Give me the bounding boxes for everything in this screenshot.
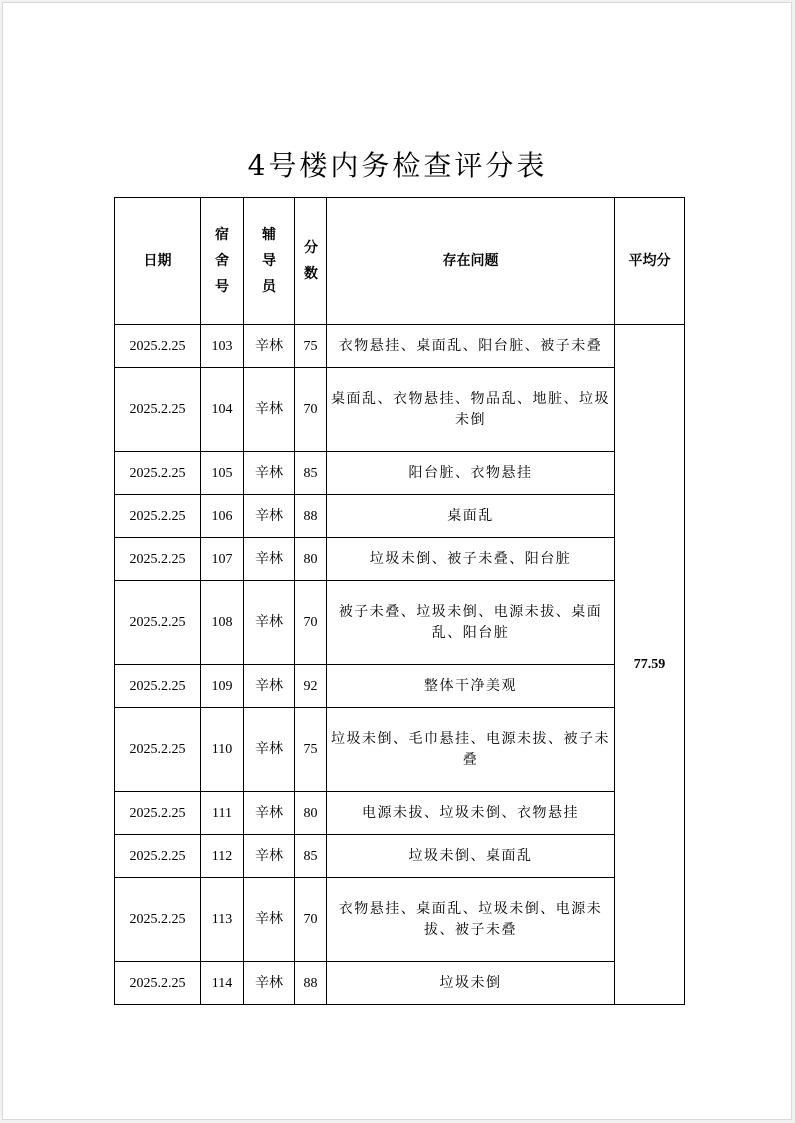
score-cell: 88 <box>295 962 327 1005</box>
date-cell: 2025.2.25 <box>115 538 201 581</box>
table-row <box>115 835 685 878</box>
room-cell: 114 <box>201 962 244 1005</box>
room-cell: 110 <box>201 708 244 792</box>
date-cell: 2025.2.25 <box>115 368 201 452</box>
counselor-cell: 辛林 <box>244 665 295 708</box>
issues-cell: 整体干净美观 <box>327 665 615 708</box>
table-row <box>115 962 685 1005</box>
counselor-cell: 辛林 <box>244 452 295 495</box>
issues-cell: 垃圾未倒、被子未叠、阳台脏 <box>327 538 615 581</box>
table-row <box>115 325 685 368</box>
counselor-cell: 辛林 <box>244 495 295 538</box>
table-row <box>115 581 685 665</box>
header-date: 日期 <box>115 198 201 325</box>
score-cell: 80 <box>295 538 327 581</box>
table-row <box>115 708 685 792</box>
header-issues: 存在问题 <box>327 198 615 325</box>
counselor-cell: 辛林 <box>244 835 295 878</box>
table-row <box>115 495 685 538</box>
score-cell: 80 <box>295 792 327 835</box>
table-row <box>115 665 685 708</box>
date-cell: 2025.2.25 <box>115 665 201 708</box>
table-header-row <box>115 198 685 325</box>
issues-cell: 垃圾未倒、桌面乱 <box>327 835 615 878</box>
score-cell: 75 <box>295 708 327 792</box>
average-score-cell: 77.59 <box>615 325 685 1005</box>
room-cell: 104 <box>201 368 244 452</box>
score-cell: 70 <box>295 878 327 962</box>
date-cell: 2025.2.25 <box>115 325 201 368</box>
table-row <box>115 538 685 581</box>
room-cell: 109 <box>201 665 244 708</box>
date-cell: 2025.2.25 <box>115 792 201 835</box>
table-row <box>115 878 685 962</box>
inspection-score-table <box>114 197 685 1005</box>
header-score: 分数 <box>295 198 327 325</box>
header-room: 宿舍号 <box>201 198 244 325</box>
date-cell: 2025.2.25 <box>115 835 201 878</box>
room-cell: 107 <box>201 538 244 581</box>
counselor-cell: 辛林 <box>244 708 295 792</box>
score-cell: 88 <box>295 495 327 538</box>
issues-cell: 阳台脏、衣物悬挂 <box>327 452 615 495</box>
room-cell: 111 <box>201 792 244 835</box>
counselor-cell: 辛林 <box>244 792 295 835</box>
counselor-cell: 辛林 <box>244 581 295 665</box>
issues-cell: 衣物悬挂、桌面乱、垃圾未倒、电源未拔、被子未叠 <box>327 878 615 962</box>
score-cell: 85 <box>295 452 327 495</box>
room-cell: 106 <box>201 495 244 538</box>
room-cell: 113 <box>201 878 244 962</box>
room-cell: 112 <box>201 835 244 878</box>
score-cell: 70 <box>295 581 327 665</box>
counselor-cell: 辛林 <box>244 538 295 581</box>
counselor-cell: 辛林 <box>244 368 295 452</box>
issues-cell: 衣物悬挂、桌面乱、阳台脏、被子未叠 <box>327 325 615 368</box>
issues-cell: 垃圾未倒 <box>327 962 615 1005</box>
room-cell: 103 <box>201 325 244 368</box>
score-cell: 92 <box>295 665 327 708</box>
date-cell: 2025.2.25 <box>115 452 201 495</box>
header-counselor: 辅导员 <box>244 198 295 325</box>
date-cell: 2025.2.25 <box>115 581 201 665</box>
date-cell: 2025.2.25 <box>115 878 201 962</box>
page-title: 4号楼内务检查评分表 <box>247 149 548 182</box>
date-cell: 2025.2.25 <box>115 708 201 792</box>
issues-cell: 垃圾未倒、毛巾悬挂、电源未拔、被子未叠 <box>327 708 615 792</box>
issues-cell: 桌面乱、衣物悬挂、物品乱、地脏、垃圾未倒 <box>327 368 615 452</box>
header-average: 平均分 <box>615 198 685 325</box>
issues-cell: 被子未叠、垃圾未倒、电源未拔、桌面乱、阳台脏 <box>327 581 615 665</box>
room-cell: 108 <box>201 581 244 665</box>
room-cell: 105 <box>201 452 244 495</box>
date-cell: 2025.2.25 <box>115 962 201 1005</box>
counselor-cell: 辛林 <box>244 878 295 962</box>
issues-cell: 桌面乱 <box>327 495 615 538</box>
score-cell: 85 <box>295 835 327 878</box>
counselor-cell: 辛林 <box>244 962 295 1005</box>
issues-cell: 电源未拔、垃圾未倒、衣物悬挂 <box>327 792 615 835</box>
table-row <box>115 792 685 835</box>
table-row <box>115 368 685 452</box>
table-row <box>115 452 685 495</box>
date-cell: 2025.2.25 <box>115 495 201 538</box>
score-cell: 75 <box>295 325 327 368</box>
score-cell: 70 <box>295 368 327 452</box>
counselor-cell: 辛林 <box>244 325 295 368</box>
